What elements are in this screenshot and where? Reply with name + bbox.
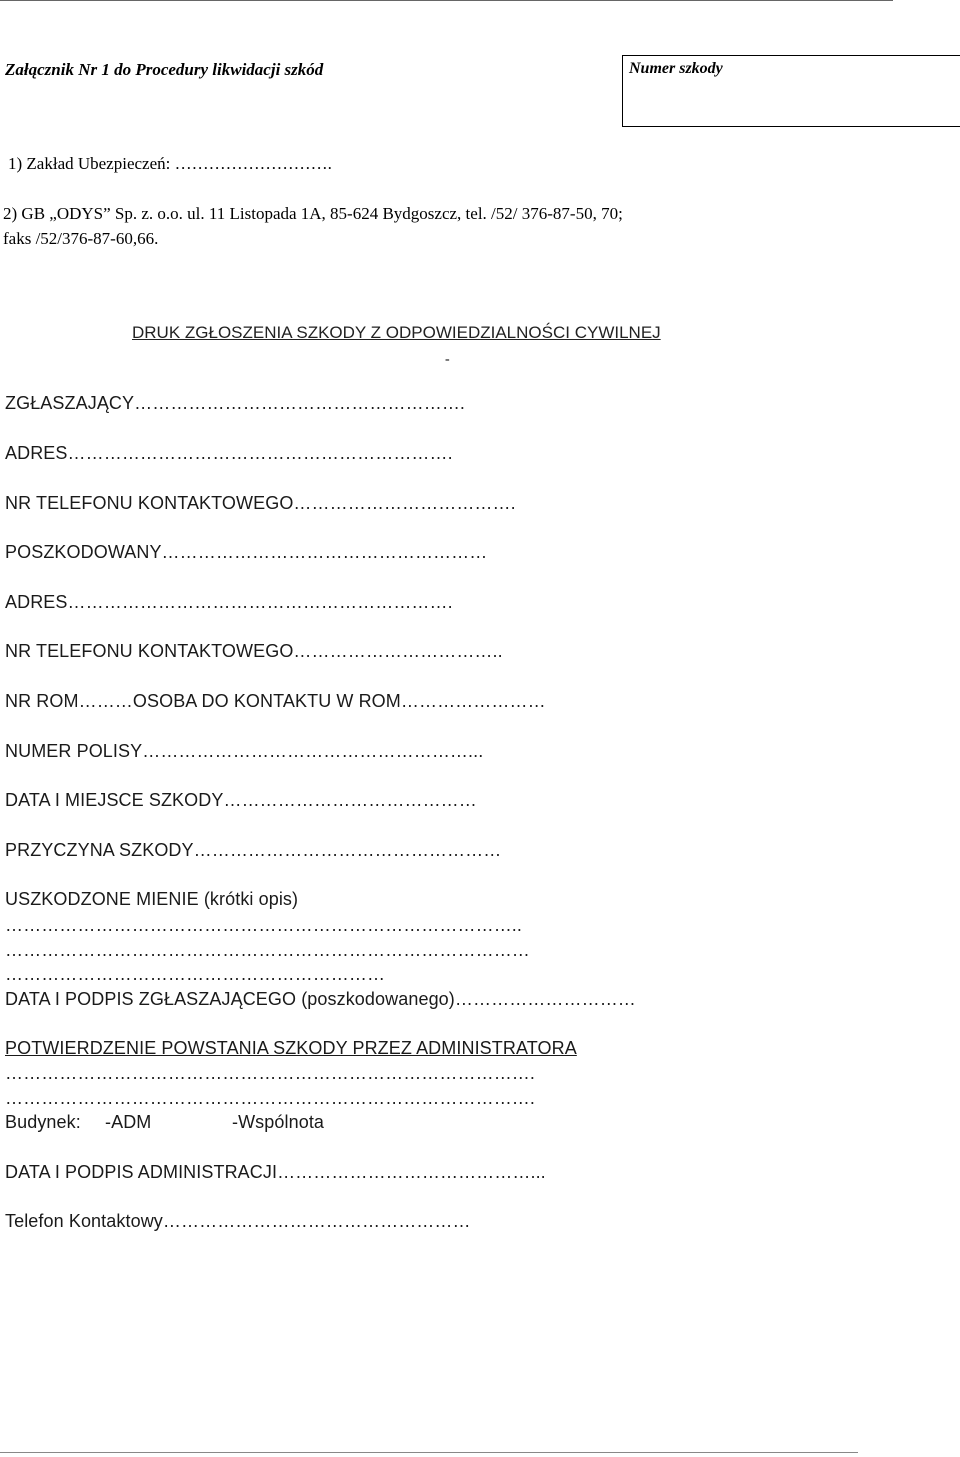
admin-signature-line[interactable]: DATA I PODPIS ADMINISTRACJI……………………………………...: [5, 1162, 546, 1182]
field-damaged-property-label: USZKODZONE MIENIE (krótki opis): [5, 889, 299, 909]
field-cause[interactable]: PRZYCZYNA SZKODY……………………………………………: [5, 840, 502, 860]
contact-phone-line[interactable]: Telefon Kontaktowy……………………………………………: [5, 1211, 471, 1231]
top-rule: [0, 0, 893, 1]
field-injured[interactable]: POSZKODOWANY………………………………………………: [5, 542, 488, 562]
odys-fax-line: faks /52/376-87-60,66.: [3, 229, 159, 248]
field-reporter[interactable]: ZGŁASZAJĄCY……………………………………………….: [5, 393, 466, 413]
field-reporter-phone[interactable]: NR TELEFONU KONTAKTOWEGO……………………………….: [5, 493, 516, 513]
field-rom-contact[interactable]: NR ROM………OSOBA DO KONTAKTU W ROM……………………: [5, 691, 546, 711]
damage-number-box[interactable]: [622, 55, 960, 127]
damaged-property-line-1[interactable]: …………………………………………………………………………..: [5, 915, 523, 935]
damage-number-label: Numer szkody: [629, 60, 723, 77]
building-option-community[interactable]: -Wspólnota: [232, 1112, 325, 1132]
annex-title: Załącznik Nr 1 do Procedury likwidacji szkód: [5, 60, 324, 79]
field-injured-phone[interactable]: NR TELEFONU KONTAKTOWEGO……………………………..: [5, 641, 503, 661]
insurer-line: 1) Zakład Ubezpieczeń: ……………………….: [8, 154, 332, 173]
odys-address-line: 2) GB „ODYS” Sp. z. o.o. ul. 11 Listopada 1A, 85-624 Bydgoszcz, tel. /52/ 376-87-50, 70;: [3, 204, 623, 223]
admin-confirmation-line-2[interactable]: …………………………………………………………………………….: [5, 1088, 536, 1108]
field-policy-number[interactable]: NUMER POLISY………………………………………………...: [5, 741, 484, 761]
building-option-adm[interactable]: -ADM: [105, 1112, 152, 1132]
field-injured-address[interactable]: ADRES……………………………………………………….: [5, 592, 453, 612]
form-title: DRUK ZGŁOSZENIA SZKODY Z ODPOWIEDZIALNOŚCI CYWILNEJ: [132, 323, 661, 342]
field-reporter-address[interactable]: ADRES……………………………………………………….: [5, 443, 453, 463]
admin-confirmation-title: POTWIERDZENIE POWSTANIA SZKODY PRZEZ ADMINISTRATORA: [5, 1038, 577, 1058]
reporter-signature-line[interactable]: DATA I PODPIS ZGŁASZAJĄCEGO (poszkodowanego)…………………………: [5, 989, 636, 1009]
damaged-property-line-2[interactable]: ……………………………………………………………………………: [5, 940, 530, 960]
admin-confirmation-line-1[interactable]: …………………………………………………………………………….: [5, 1063, 536, 1083]
damaged-property-line-3[interactable]: ………………………………………………………: [5, 964, 386, 984]
field-date-place[interactable]: DATA I MIEJSCE SZKODY……………………………………: [5, 790, 477, 810]
bottom-rule: [0, 1452, 858, 1453]
building-label: Budynek:: [5, 1112, 81, 1132]
title-dash: -: [445, 352, 450, 367]
